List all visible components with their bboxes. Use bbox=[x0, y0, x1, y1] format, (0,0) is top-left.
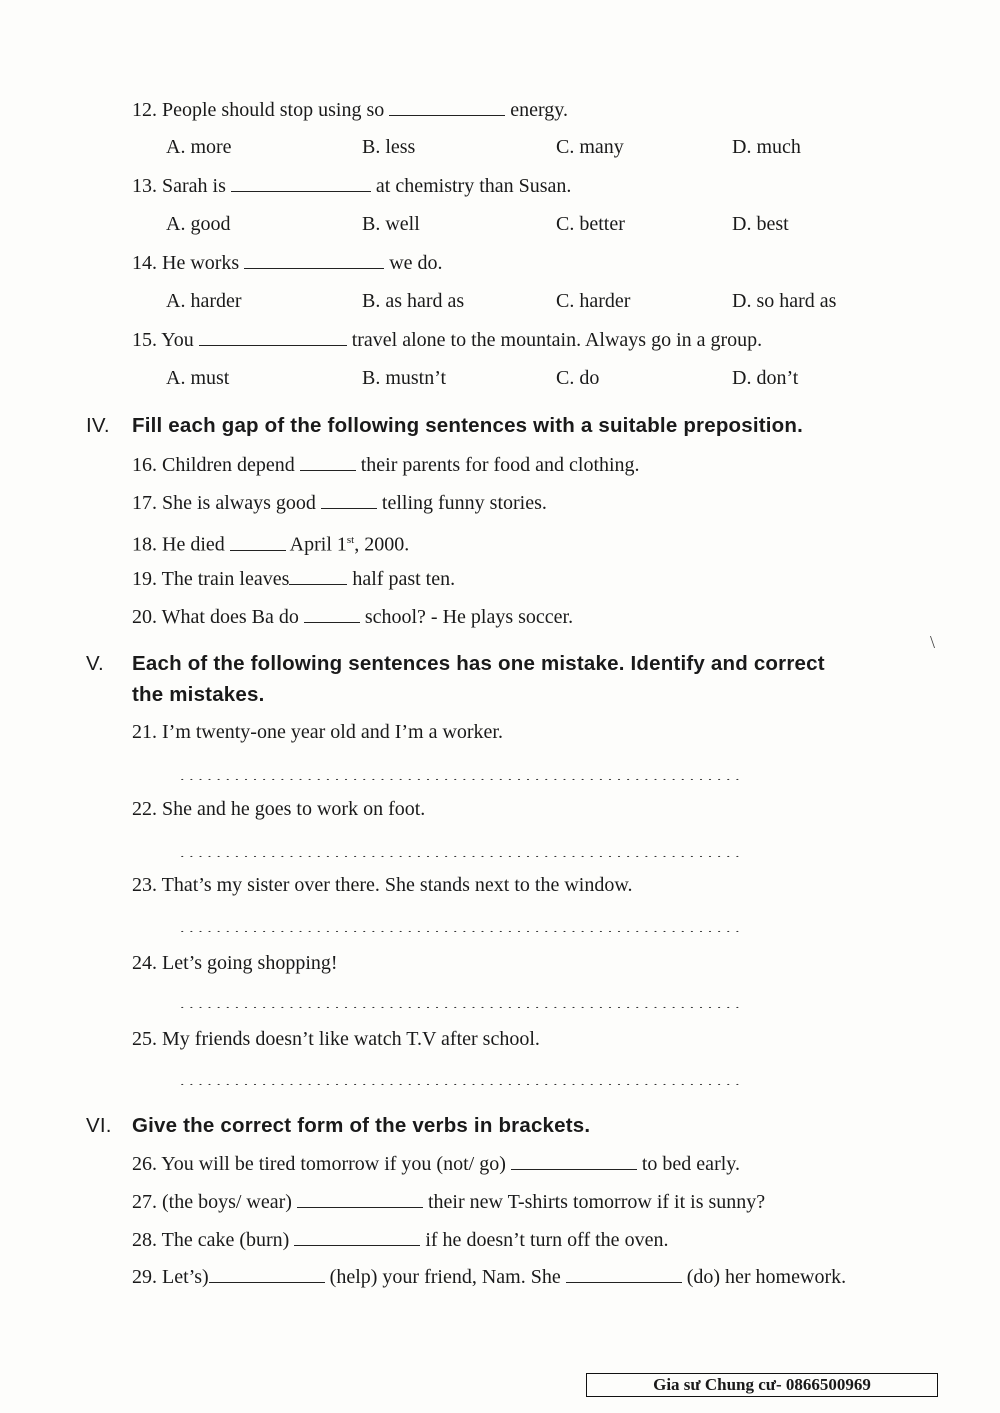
option-b[interactable]: B. mustn’t bbox=[362, 367, 447, 389]
question-14: 14. He works we do. bbox=[132, 252, 443, 274]
question-19: 19. The train leaves half past ten. bbox=[132, 568, 456, 590]
answer-blank[interactable] bbox=[511, 1151, 637, 1170]
answer-blank[interactable] bbox=[289, 566, 347, 585]
section-v-heading: V. Each of the following sentences has one mistake. Identify and correct the mistakes. bbox=[86, 652, 825, 706]
question-24: 24. Let’s going shopping! bbox=[132, 952, 338, 974]
option-b[interactable]: B. well bbox=[362, 213, 420, 235]
question-27: 27. (the boys/ wear) their new T-shirts tomorrow if it is sunny? bbox=[132, 1191, 766, 1213]
option-d[interactable]: D. don’t bbox=[732, 367, 799, 389]
answer-dotted-line[interactable]: .............................................................. bbox=[180, 847, 745, 857]
answer-blank[interactable] bbox=[321, 490, 377, 509]
answer-dotted-line[interactable]: .............................................................. bbox=[180, 1075, 745, 1085]
option-c[interactable]: C. many bbox=[556, 136, 624, 158]
answer-blank[interactable] bbox=[209, 1264, 325, 1283]
answer-blank[interactable] bbox=[300, 452, 356, 471]
question-29: 29. Let’s) (help) your friend, Nam. She (do) her homework. bbox=[132, 1266, 847, 1288]
answer-blank[interactable] bbox=[389, 97, 505, 116]
question-20: 20. What does Ba do school? - He plays soccer. bbox=[132, 606, 574, 628]
answer-dotted-line[interactable]: .............................................................. bbox=[180, 770, 745, 780]
answer-blank[interactable] bbox=[566, 1264, 682, 1283]
option-b[interactable]: B. as hard as bbox=[362, 290, 465, 312]
option-c[interactable]: C. do bbox=[556, 367, 600, 389]
section-vi-heading: VI. Give the correct form of the verbs in brackets. bbox=[86, 1114, 591, 1137]
answer-blank[interactable] bbox=[297, 1189, 423, 1208]
option-d[interactable]: D. so hard as bbox=[732, 290, 837, 312]
question-22: 22. She and he goes to work on foot. bbox=[132, 798, 426, 820]
stray-mark: \ bbox=[930, 632, 936, 652]
footer-contact-box: Gia sư Chung cư- 0866500969 bbox=[586, 1373, 938, 1397]
question-28: 28. The cake (burn) if he doesn’t turn off the oven. bbox=[132, 1229, 669, 1251]
question-16: 16. Children depend their parents for food and clothing. bbox=[132, 454, 640, 476]
question-26: 26. You will be tired tomorrow if you (not/ go) to bed early. bbox=[132, 1153, 740, 1175]
question-18: 18. He died April 1st, 2000. bbox=[132, 533, 410, 556]
question-21: 21. I’m twenty-one year old and I’m a worker. bbox=[132, 721, 503, 743]
question-13: 13. Sarah is at chemistry than Susan. bbox=[132, 175, 572, 197]
question-23: 23. That’s my sister over there. She stands next to the window. bbox=[132, 874, 633, 896]
answer-blank[interactable] bbox=[294, 1227, 420, 1246]
question-15: 15. You travel alone to the mountain. Always go in a group. bbox=[132, 329, 763, 351]
answer-blank[interactable] bbox=[304, 604, 360, 623]
answer-blank[interactable] bbox=[230, 532, 286, 551]
option-a[interactable]: A. more bbox=[166, 136, 232, 158]
answer-blank[interactable] bbox=[231, 173, 371, 192]
option-d[interactable]: D. best bbox=[732, 213, 789, 235]
option-c[interactable]: C. harder bbox=[556, 290, 631, 312]
answer-dotted-line[interactable]: .............................................................. bbox=[180, 922, 745, 932]
answer-dotted-line[interactable]: .............................................................. bbox=[180, 998, 745, 1008]
option-a[interactable]: A. harder bbox=[166, 290, 242, 312]
option-c[interactable]: C. better bbox=[556, 213, 625, 235]
question-17: 17. She is always good telling funny stories. bbox=[132, 492, 547, 514]
option-b[interactable]: B. less bbox=[362, 136, 416, 158]
answer-blank[interactable] bbox=[199, 327, 347, 346]
option-a[interactable]: A. must bbox=[166, 367, 230, 389]
option-a[interactable]: A. good bbox=[166, 213, 231, 235]
answer-blank[interactable] bbox=[244, 250, 384, 269]
question-12: 12. People should stop using so energy. bbox=[132, 99, 569, 121]
section-iv-heading: IV. Fill each gap of the following sentences with a suitable preposition. bbox=[86, 414, 804, 437]
question-25: 25. My friends doesn’t like watch T.V after school. bbox=[132, 1028, 540, 1050]
option-d[interactable]: D. much bbox=[732, 136, 801, 158]
